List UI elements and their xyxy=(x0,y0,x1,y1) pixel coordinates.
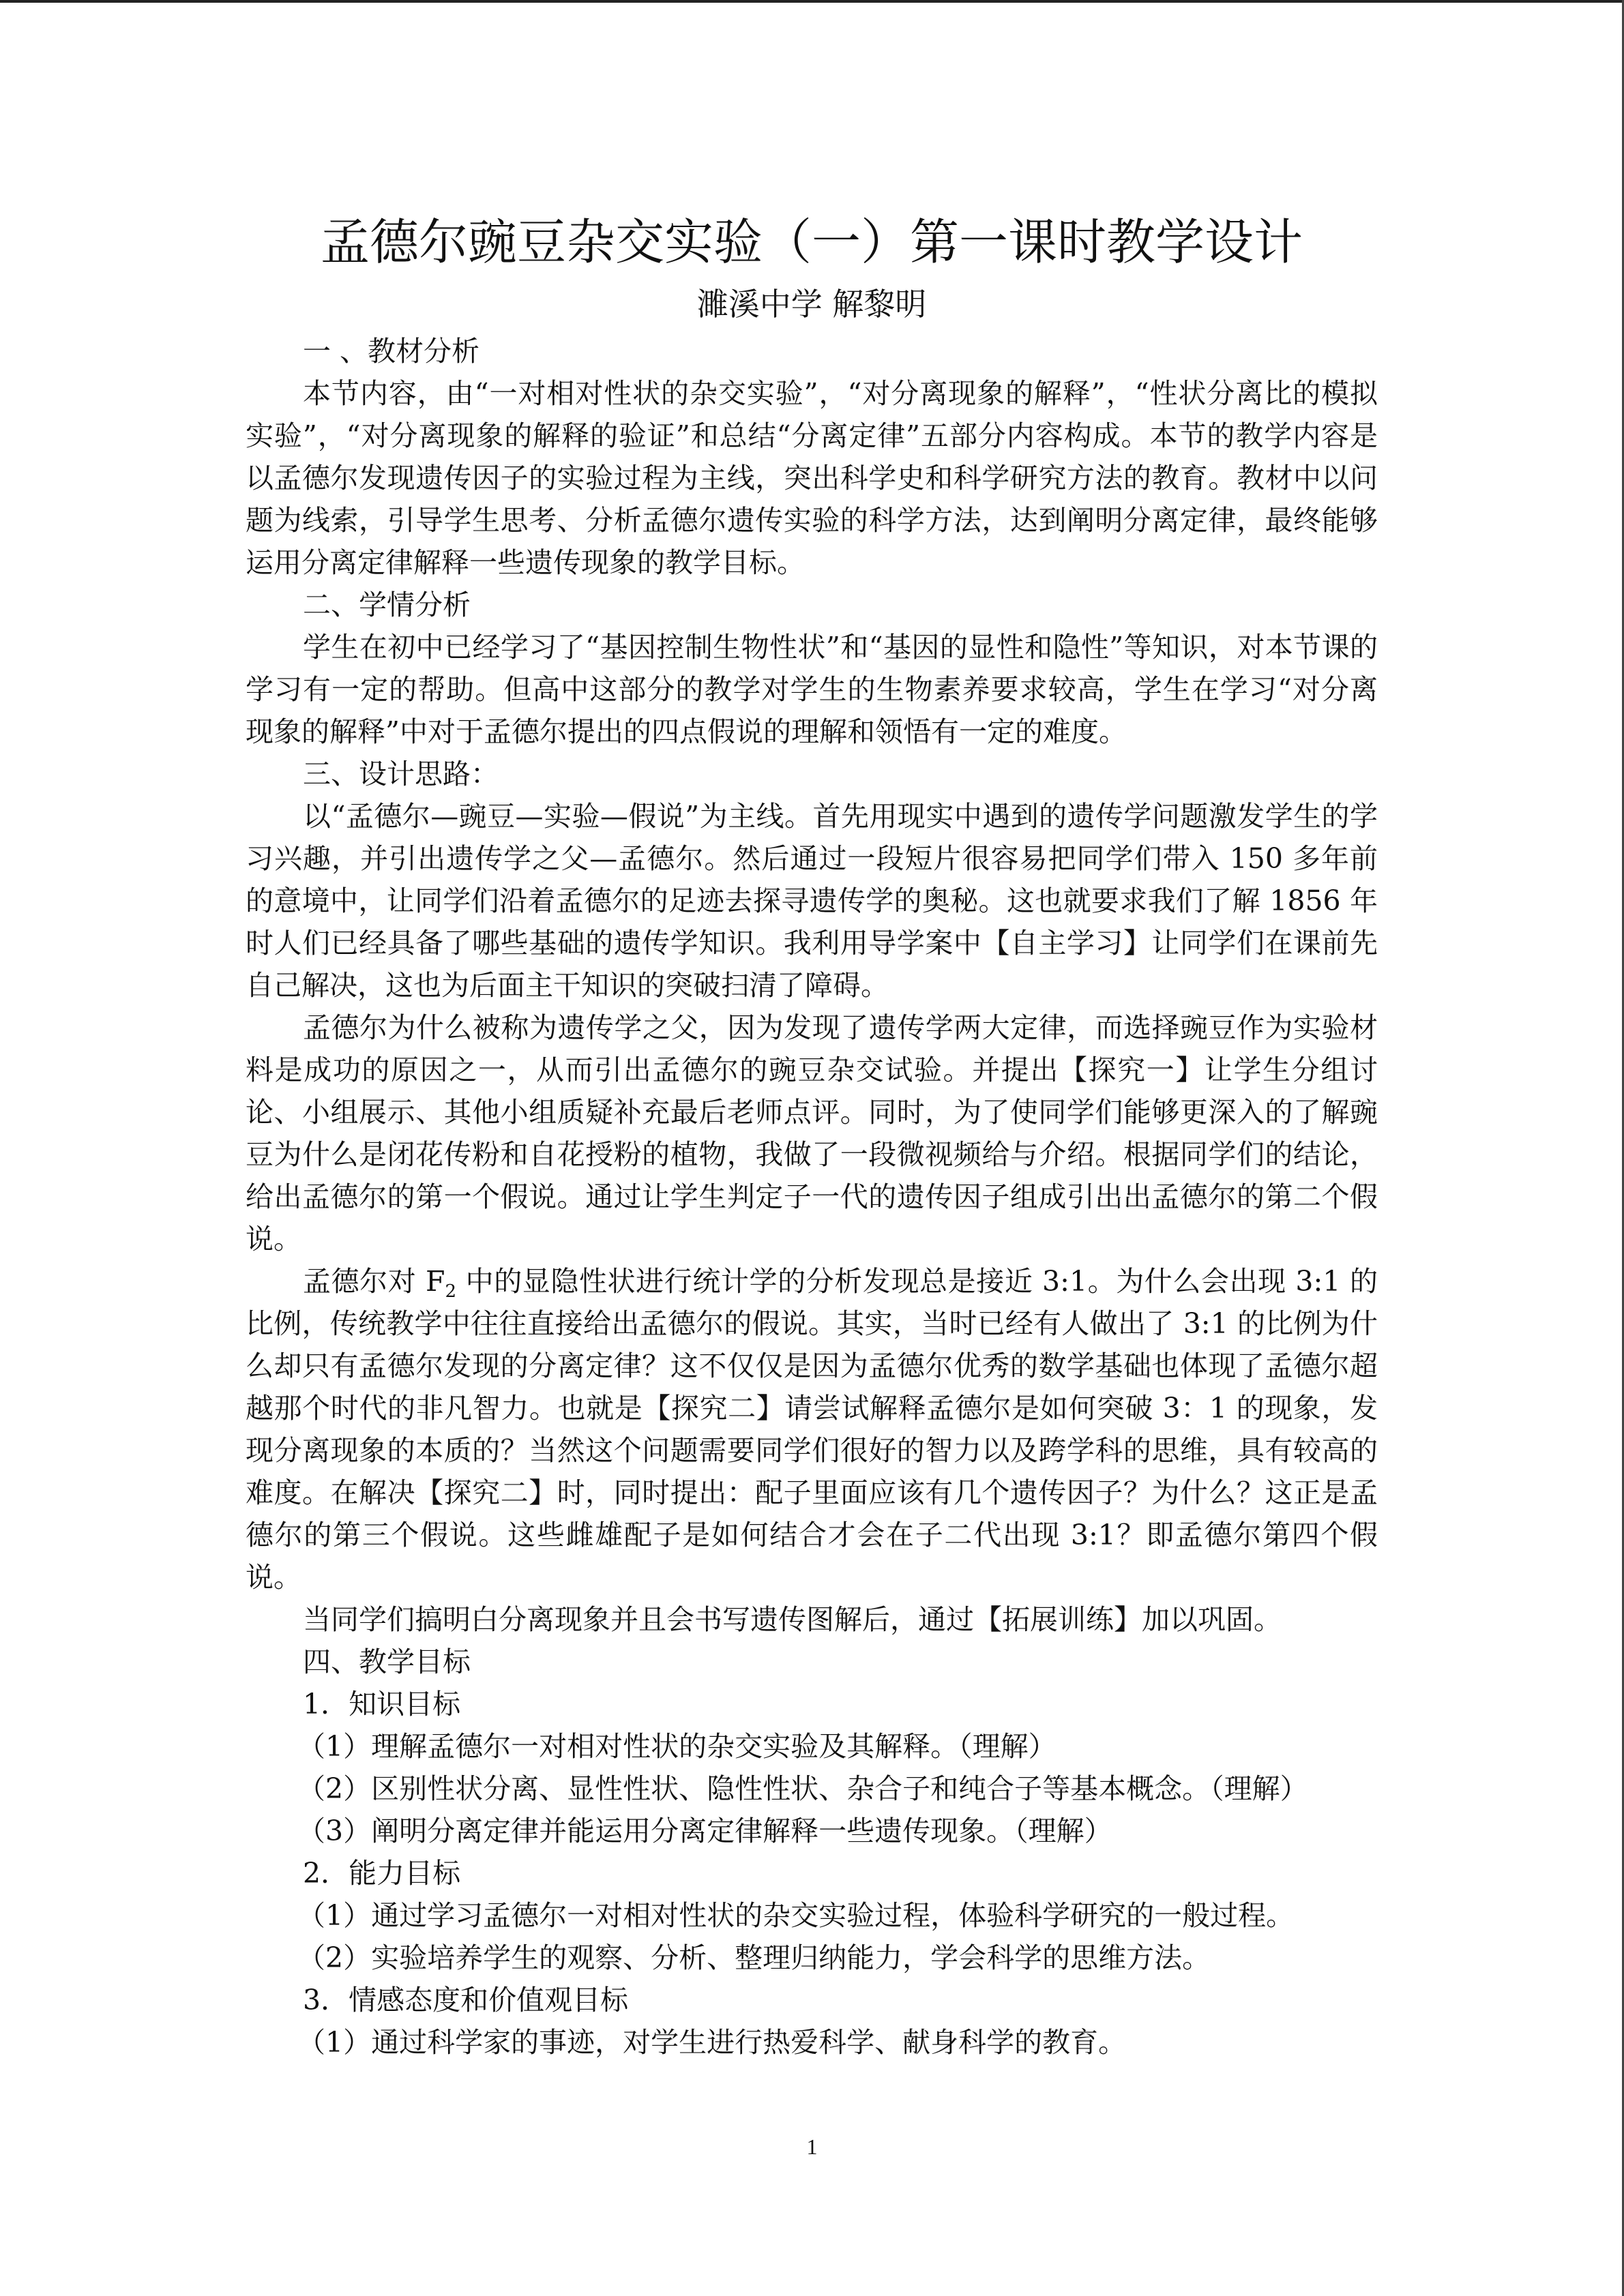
page-number: 1 xyxy=(806,2134,818,2159)
section-heading-student-analysis: 二、学情分析 xyxy=(303,588,471,621)
knowledge-goal-item: （3）阐明分离定律并能运用分离定律解释一些遗传现象。（理解） xyxy=(297,1815,1112,1847)
subheading-emotion-goals: 3．情感态度和价值观目标 xyxy=(303,1984,629,2016)
paragraph-design-idea-2: 孟德尔为什么被称为遗传学之父，因为发现了遗传学两大定律，而选择豌豆作为实验材料是成功的原因之一，从而引出孟德尔的豌豆杂交试验。并提出【探究一】让学生分组讨论、小组展示、其他小组质疑补充最后老师点评。同时，为了使同学们能够更深入的了解豌豆为什么是闭花传粉和自花授粉的植物，我做了一段微视频给与介绍。根据同学们的结论，给出孟德尔的第一个假说。通过让学生判定子一代的遗传因子组成引出出孟德尔的第二个假说。 xyxy=(246,1011,1378,1255)
page-top-border xyxy=(0,0,1624,3)
knowledge-goal-item: （2）区别性状分离、显性性状、隐性性状、杂合子和纯合子等基本概念。（理解） xyxy=(297,1772,1308,1805)
ability-goal-item: （2）实验培养学生的观察、分析、整理归纳能力，学会科学的思维方法。 xyxy=(297,1941,1211,1974)
paragraph-design-idea-3 xyxy=(246,1260,1378,1598)
document-body xyxy=(246,205,1378,2063)
para3-text-after: 中的显隐性状进行统计学的分析发现总是接近 3:1。为什么会出现 3:1 的比例，传统教学中往往直接给出孟德尔的假说。其实，当时已经有人做出了 3:1 的比例为什么却只有孟德尔发现的分离定律？这不仅仅是因为孟德尔优秀的数学基础也体现了孟德尔超越那个时代的非凡智力。也就是【探究二】请尝试解释孟德尔是如何突破 3：1 的现象，发现分离现象的本质的？当然这个问题需要同学们很好的智力以及跨学科的思维，具有较高的难度。在解决【探究二】时，同时提出：配子里面应该有几个遗传因子？为什么？这正是孟德尔的第三个假说。这些雌雄配子是如何结合才会在子二代出现 3:1？即孟德尔第四个假说。 xyxy=(246,1265,1378,1594)
paragraph-textbook-analysis: 本节内容，由“一对相对性状的杂交实验”，“对分离现象的解释”，“性状分离比的模拟实验”，“对分离现象的解释的验证”和总结“分离定律”五部分内容构成。本节的教学内容是以孟德尔发现遗传因子的实验过程为主线，突出科学史和科学研究方法的教育。教材中以问题为线索，引导学生思考、分析孟德尔遗传实验的科学方法，达到阐明分离定律，最终能够运用分离定律解释一些遗传现象的教学目标。 xyxy=(246,377,1378,579)
document-author: 濉溪中学 解黎明 xyxy=(696,286,927,323)
ability-goal-item: （1）通过学习孟德尔一对相对性状的杂交实验过程，体验科学研究的一般过程。 xyxy=(297,1899,1295,1932)
subheading-knowledge-goals: 1．知识目标 xyxy=(303,1688,461,1720)
section-heading-design-idea: 三、设计思路： xyxy=(303,758,499,790)
emotion-goal-item: （1）通过科学家的事迹，对学生进行热爱科学、献身科学的教育。 xyxy=(297,2026,1127,2059)
paragraph-design-idea-4: 当同学们搞明白分离现象并且会书写遗传图解后，通过【拓展训练】加以巩固。 xyxy=(303,1603,1282,1636)
subscript-2: 2 xyxy=(445,1281,456,1302)
subheading-ability-goals: 2．能力目标 xyxy=(303,1857,461,1890)
document-title: 孟德尔豌豆杂交实验（一）第一课时教学设计 xyxy=(320,213,1303,271)
section-heading-textbook-analysis: 一 、教材分析 xyxy=(303,335,480,368)
paragraph-design-idea-1: 以“孟德尔—豌豆—实验—假说”为主线。首先用现实中遇到的遗传学问题激发学生的学习兴趣，并引出遗传学之父—孟德尔。然后通过一段短片很容易把同学们带入 150 多年前的意境中，让同学们沿着孟德尔的足迹去探寻遗传学的奥秘。这也就要求我们了解 1856 年时人们已经具备了哪些基础的遗传学知识。我利用导学案中【自主学习】让同学们在课前先自己解决，这也为后面主干知识的突破扫清了障碍。 xyxy=(246,800,1378,1002)
section-heading-teaching-goals: 四、教学目标 xyxy=(303,1645,471,1678)
para3-text-before: 孟德尔对 F xyxy=(303,1265,445,1298)
knowledge-goal-item: （1）理解孟德尔一对相对性状的杂交实验及其解释。（理解） xyxy=(297,1730,1057,1763)
paragraph-student-analysis: 学生在初中已经学习了“基因控制生物性状”和“基因的显性和隐性”等知识，对本节课的学习有一定的帮助。但高中这部分的教学对学生的生物素养要求较高，学生在学习“对分离现象的解释”中对于孟德尔提出的四点假说的理解和领悟有一定的难度。 xyxy=(246,631,1378,748)
